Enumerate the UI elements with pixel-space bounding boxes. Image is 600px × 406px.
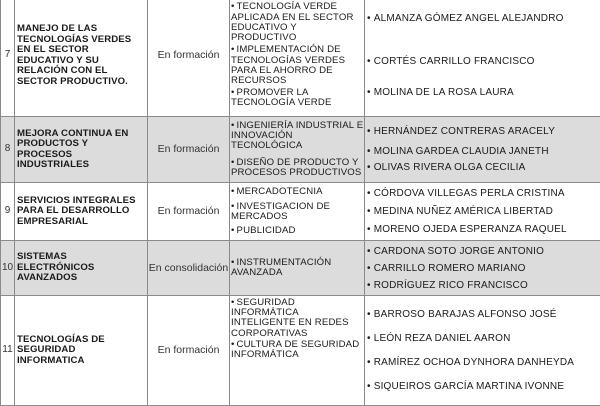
research-line: • DISEÑO DE PRODUCTO Y PROCESOS PRODUCTIVOS	[231, 158, 364, 178]
member-name: • MEDINA NUÑEZ AMÉRICA LIBERTAD	[367, 206, 600, 217]
member-name: • MOLINA DE LA ROSA LAURA	[367, 87, 600, 98]
member-name: • RODRÍGUEZ RICO FRANCISCO	[367, 280, 600, 291]
member-name: • CARRILLO ROMERO MARIANO	[367, 263, 600, 274]
bullet-icon: •	[367, 87, 371, 98]
bullet-icon: •	[367, 246, 371, 257]
bullet-icon: •	[367, 162, 371, 173]
research-lines	[230, 241, 365, 296]
bullet-icon: •	[231, 225, 235, 236]
bullet-icon: •	[367, 333, 371, 344]
member-name: • OLIVAS RIVERA OLGA CECILIA	[367, 162, 600, 173]
group-members	[365, 183, 600, 241]
member-name: • MOLINA GARDEA CLAUDIA JANETH	[367, 146, 600, 157]
research-line: • TECNOLOGÍA VERDE APLICADA EN EL SECTOR EDUCATIVO Y PRODUCTIVO	[231, 2, 364, 43]
row-number: 10	[1, 241, 15, 296]
bullet-icon: •	[367, 188, 371, 199]
member-name: • CARDONA SOTO JORGE ANTONIO	[367, 246, 600, 257]
research-lines	[230, 183, 365, 241]
research-lines	[230, 0, 365, 117]
bullet-icon: •	[231, 186, 235, 197]
group-name: SISTEMAS ELECTRÓNICOS AVANZADOS	[15, 241, 148, 296]
member-name: • HERNÁNDEZ CONTRERAS ARACELY	[367, 126, 600, 137]
member-name: • ALMANZA GÓMEZ ANGEL ALEJANDRO	[367, 13, 600, 24]
group-members	[365, 296, 600, 406]
bullet-icon: •	[367, 357, 371, 368]
table-row	[1, 183, 600, 241]
group-name: MEJORA CONTINUA EN PRODUCTOS Y PROCESOS INDUSTRIALES	[15, 117, 148, 183]
member-name: • CORTÉS CARRILLO FRANCISCO	[367, 56, 600, 67]
bullet-icon: •	[367, 309, 371, 320]
group-status: En formación	[148, 0, 230, 117]
bullet-icon: •	[367, 224, 371, 235]
row-number: 8	[1, 117, 15, 183]
research-lines	[230, 296, 365, 406]
group-members	[365, 241, 600, 296]
group-status: En formación	[148, 183, 230, 241]
research-line: • INVESTIGACION DE MERCADOS	[231, 202, 364, 222]
bullet-icon: •	[367, 126, 371, 137]
bullet-icon: •	[231, 257, 235, 268]
group-status: En formación	[148, 296, 230, 406]
row-number: 9	[1, 183, 15, 241]
row-number: 7	[1, 0, 15, 117]
group-name: MANEJO DE LAS TECNOLOGÍAS VERDES EN EL SECTOR EDUCATIVO Y SU RELACIÓN CON EL SECTOR PRODUCTIVO.	[15, 0, 148, 117]
research-line: • SEGURIDAD INFORMÁTICA INTELIGENTE EN REDES CORPORATIVAS	[231, 298, 364, 339]
table-row	[1, 117, 600, 183]
research-line: • INSTRUMENTACIÓN AVANZADA	[231, 258, 364, 278]
bullet-icon: •	[367, 56, 371, 67]
research-line: • INGENIERÍA INDUSTRIAL E INNOVACIÓN TECNOLÓGICA	[231, 121, 364, 152]
group-name: SERVICIOS INTEGRALES PARA EL DESARROLLO EMPRESARIAL	[15, 183, 148, 241]
bullet-icon: •	[367, 280, 371, 291]
bullet-icon: •	[367, 146, 371, 157]
bullet-icon: •	[231, 44, 235, 55]
bullet-icon: •	[231, 120, 235, 131]
research-line: • PROMOVER LA TECNOLOGÍA VERDE	[231, 88, 364, 108]
table-row	[1, 0, 600, 117]
row-number: 11	[1, 296, 15, 406]
bullet-icon: •	[231, 1, 235, 12]
bullet-icon: •	[231, 157, 235, 168]
bullet-icon: •	[367, 13, 371, 24]
group-status: En formación	[148, 117, 230, 183]
member-name: • BARROSO BARAJAS ALFONSO JOSÉ	[367, 309, 600, 320]
bullet-icon: •	[367, 381, 371, 392]
member-name: • MORENO OJEDA ESPERANZA RAQUEL	[367, 224, 600, 235]
research-line: • MERCADOTECNIA	[231, 187, 364, 197]
table-row	[1, 296, 600, 406]
group-members	[365, 117, 600, 183]
bullet-icon: •	[231, 339, 235, 350]
research-lines	[230, 117, 365, 183]
bullet-icon: •	[367, 263, 371, 274]
research-line: • PUBLICIDAD	[231, 226, 364, 236]
member-name: • RAMÍREZ OCHOA DYNHORA DANHEYDA	[367, 357, 600, 368]
bullet-icon: •	[367, 206, 371, 217]
research-line: • CULTURA DE SEGURIDAD INFORMÁTICA	[231, 340, 364, 360]
member-name: • CÓRDOVA VILLEGAS PERLA CRISTINA	[367, 188, 600, 199]
bullet-icon: •	[231, 297, 235, 308]
bullet-icon: •	[231, 201, 235, 212]
table-row	[1, 241, 600, 296]
member-name: • SIQUEIROS GARCÍA MARTINA IVONNE	[367, 381, 600, 392]
research-line: • IMPLEMENTACIÓN DE TECNOLOGÍAS VERDES PARA EL AHORRO DE RECURSOS	[231, 45, 364, 86]
member-name: • LEÓN REZA DANIEL AARON	[367, 333, 600, 344]
group-members	[365, 0, 600, 117]
group-status: En consolidación	[148, 241, 230, 296]
bullet-icon: •	[231, 87, 235, 98]
group-name: TECNOLOGÍAS DE SEGURIDAD INFORMATICA	[15, 296, 148, 406]
